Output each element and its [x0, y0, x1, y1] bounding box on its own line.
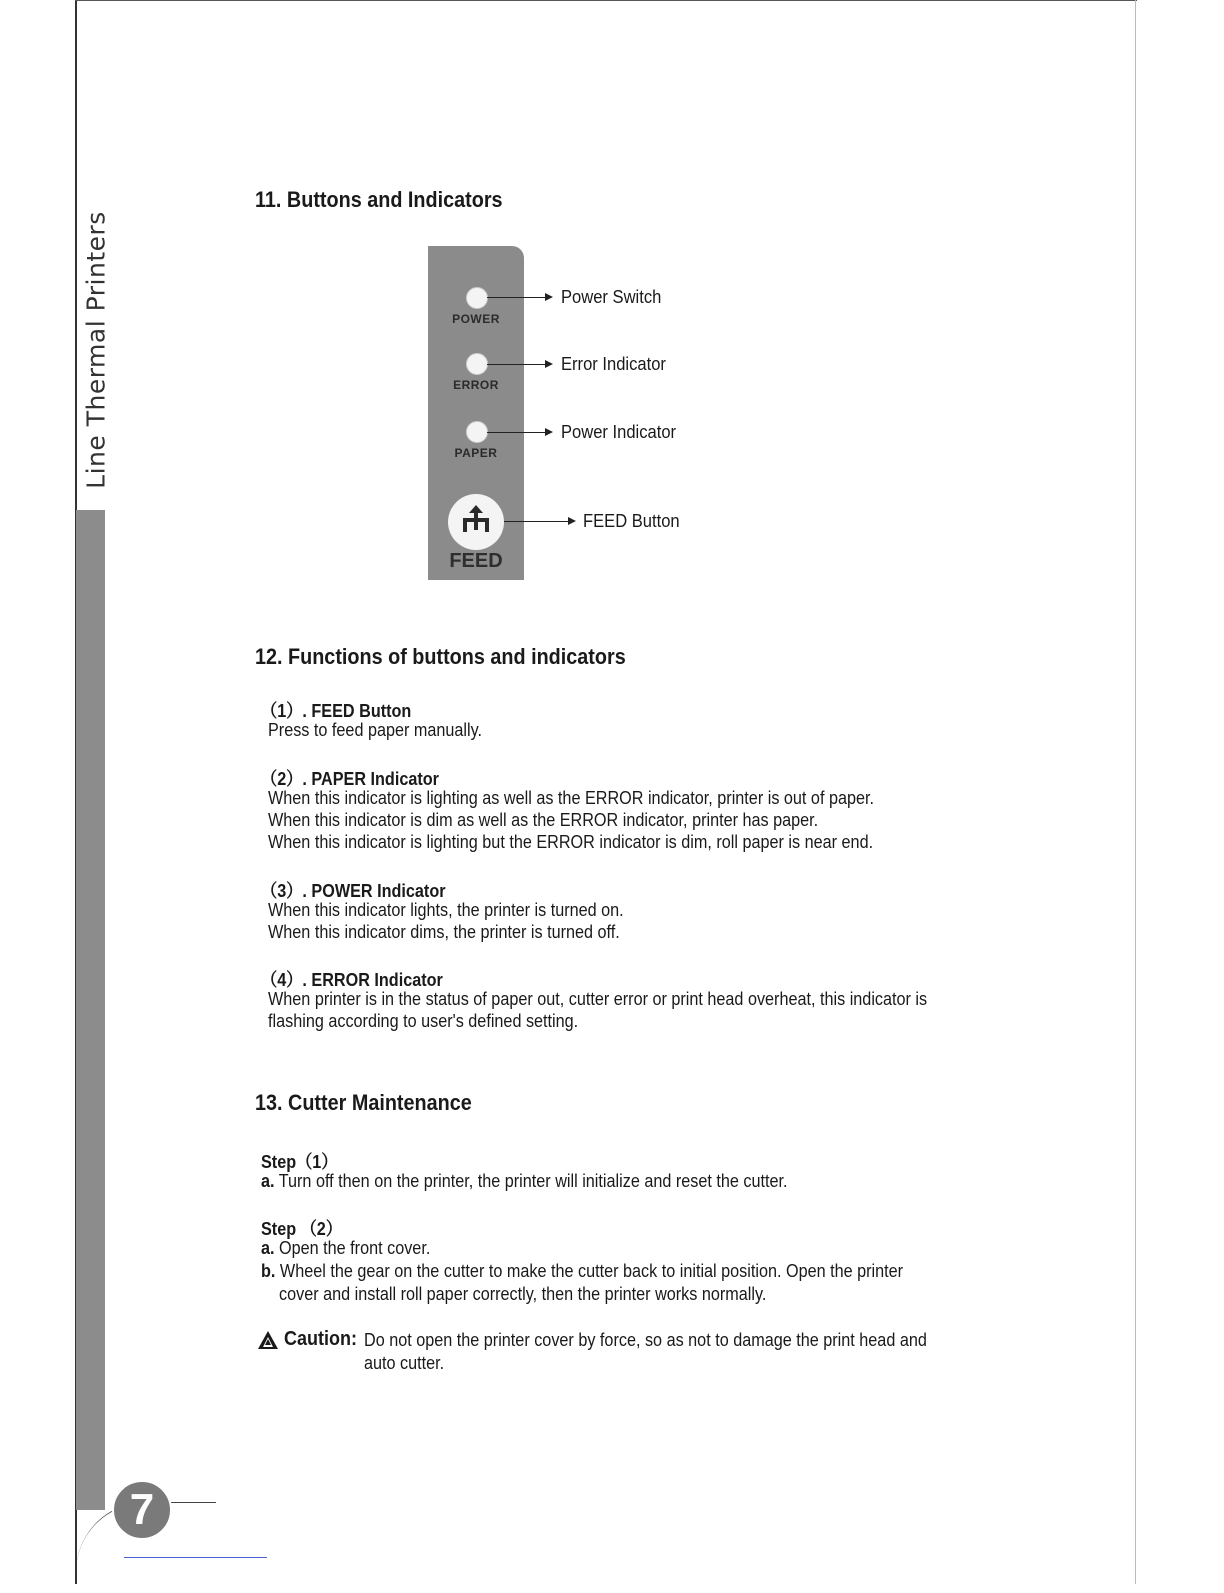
step-text: Turn off then on the printer, the printer will initialize and reset the cutter.	[278, 1171, 788, 1191]
item-line: When this indicator lights, the printer is turned on.	[268, 900, 624, 920]
arrow-head	[568, 517, 576, 525]
step-label: b.	[261, 1261, 276, 1281]
feed-icon	[448, 494, 504, 550]
page-border-right	[1135, 0, 1136, 1584]
item-line: When this indicator is lighting as well as the ERROR indicator, printer is out of paper.	[268, 788, 874, 808]
step-label: a.	[261, 1238, 275, 1258]
step-2-line-a	[261, 1238, 430, 1259]
warning-icon	[257, 1330, 279, 1350]
paper-led	[466, 421, 488, 443]
callout-power-switch: Power Switch	[561, 287, 662, 307]
item-power-title: （3）. POWER Indicator	[261, 881, 446, 901]
sidebar-title: Line Thermal Printers	[81, 211, 111, 489]
item-line: When this indicator is lighting but the ERROR indicator is dim, roll paper is near end.	[268, 832, 874, 852]
caution-label: Caution:	[284, 1328, 357, 1350]
item-paper-title: （2）. PAPER Indicator	[261, 769, 439, 789]
arrow-line	[504, 521, 568, 522]
step-1-title: Step（1）	[261, 1152, 338, 1172]
step-label: a.	[261, 1171, 275, 1191]
item-line: Press to feed paper manually.	[268, 720, 483, 740]
power-led[interactable]	[466, 287, 488, 309]
item-line: When this indicator is dim as well as the ERROR indicator, printer has paper.	[268, 810, 819, 830]
caution-line: auto cutter.	[364, 1353, 445, 1373]
arrow-line	[487, 432, 545, 433]
arrow-head	[545, 293, 553, 301]
step-text: Open the front cover.	[279, 1238, 431, 1258]
page-number: 7	[112, 1480, 172, 1540]
feed-button[interactable]	[448, 494, 504, 550]
section-12-heading: 12. Functions of buttons and indicators	[255, 644, 626, 669]
caution-line: Do not open the printer cover by force, so as not to damage the print head and	[364, 1330, 927, 1350]
callout-feed-button: FEED Button	[583, 511, 680, 531]
callout-error-indicator: Error Indicator	[561, 354, 666, 374]
item-feed-title: （1）. FEED Button	[261, 701, 412, 721]
step-2-line-b	[261, 1261, 903, 1282]
arrow-head	[545, 360, 553, 368]
step-2-line-b-cont	[279, 1284, 766, 1305]
step-1-line-a	[261, 1171, 788, 1192]
bottom-rule	[124, 1557, 267, 1558]
item-error-title: （4）. ERROR Indicator	[261, 970, 443, 990]
step-text: cover and install roll paper correctly, then the printer works normally.	[279, 1284, 767, 1304]
arrow-line	[487, 364, 545, 365]
arrow-head	[545, 428, 553, 436]
step-text: Wheel the gear on the cutter to make the cutter back to initial position. Open the printer	[279, 1261, 904, 1281]
step-2-title: Step （2）	[261, 1219, 343, 1239]
feed-label: FEED	[449, 550, 503, 572]
item-line: When printer is in the status of paper out, cutter error or print head overheat, this indicator is	[268, 989, 928, 1009]
error-label: ERROR	[453, 378, 499, 392]
section-11-heading: 11. Buttons and Indicators	[255, 187, 503, 212]
item-line: flashing according to user's defined setting.	[268, 1011, 579, 1031]
item-line: When this indicator dims, the printer is turned off.	[268, 922, 620, 942]
callout-power-indicator: Power Indicator	[561, 422, 677, 442]
power-label: POWER	[452, 312, 500, 326]
page-border-top	[75, 0, 1137, 1]
side-bar	[76, 510, 105, 1510]
arrow-line	[487, 297, 545, 298]
error-led	[466, 353, 488, 375]
section-13-heading: 13. Cutter Maintenance	[255, 1090, 472, 1115]
paper-label: PAPER	[454, 446, 498, 460]
